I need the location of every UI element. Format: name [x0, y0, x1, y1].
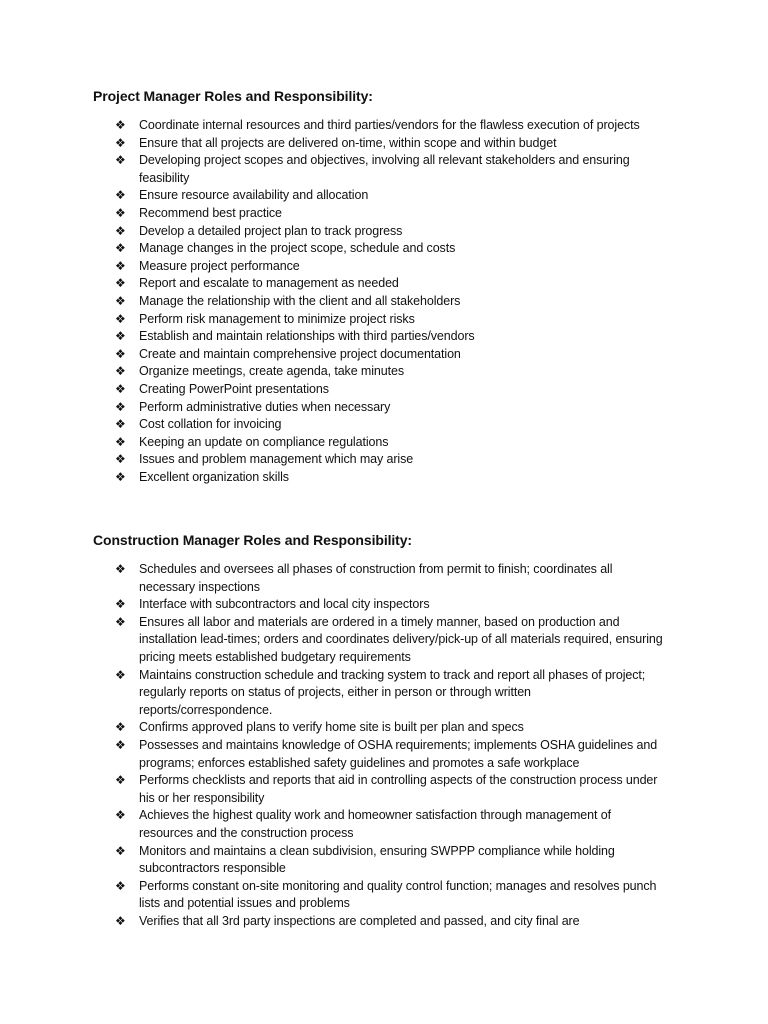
diamond-bullet-icon: ❖: [115, 258, 126, 273]
list-item: [93, 719, 663, 737]
diamond-bullet-icon: ❖: [115, 614, 126, 629]
list-item-text: Excellent organization skills: [139, 469, 289, 484]
list-item-text: Recommend best practice: [139, 205, 282, 220]
list-item: [93, 913, 663, 931]
list-item-text: Developing project scopes and objectives, involving all relevant stakeholders and ensuring feasibility: [139, 153, 630, 185]
list-item-text: Measure project performance: [139, 258, 300, 273]
list-item: [93, 772, 663, 807]
list-item-text: Performs checklists and reports that aid in controlling aspects of the construction process under his or her responsibility: [139, 773, 658, 805]
diamond-bullet-icon: ❖: [115, 399, 126, 414]
list-item-text: Maintains construction schedule and tracking system to track and report all phases of project; regularly reports on status of projects, either in person or through written reports/correspondence.: [139, 667, 646, 717]
list-item: [93, 843, 663, 878]
diamond-bullet-icon: ❖: [115, 364, 126, 379]
list-item: [93, 152, 663, 187]
diamond-bullet-icon: ❖: [115, 276, 126, 291]
list-item: [93, 561, 663, 596]
list-item-text: Develop a detailed project plan to track progress: [139, 223, 403, 238]
list-item-text: Establish and maintain relationships with third parties/vendors: [139, 329, 475, 344]
diamond-bullet-icon: ❖: [115, 153, 126, 168]
section-heading: Construction Manager Roles and Responsibility:: [93, 532, 412, 548]
section-heading: Project Manager Roles and Responsibility:: [93, 88, 373, 104]
diamond-bullet-icon: ❖: [115, 346, 126, 361]
list-item: [93, 614, 663, 667]
diamond-bullet-icon: ❖: [115, 205, 126, 220]
diamond-bullet-icon: ❖: [115, 417, 126, 432]
diamond-bullet-icon: ❖: [115, 878, 126, 893]
diamond-bullet-icon: ❖: [115, 597, 126, 612]
list-item-text: Ensure that all projects are delivered on-time, within scope and within budget: [139, 135, 557, 150]
list-item: [93, 346, 663, 364]
list-item-text: Monitors and maintains a clean subdivision, ensuring SWPPP compliance while holding subcontractors responsible: [139, 843, 615, 876]
list-item-text: Perform risk management to minimize project risks: [139, 311, 415, 326]
list-item-text: Schedules and oversees all phases of construction from permit to finish; coordinates all necessary inspections: [139, 562, 613, 594]
diamond-bullet-icon: ❖: [115, 135, 126, 150]
diamond-bullet-icon: ❖: [115, 241, 126, 256]
list-item: [93, 399, 663, 417]
list-item-text: Achieves the highest quality work and homeowner satisfaction through management of resources and the construction process: [139, 808, 611, 840]
list-item: [93, 293, 663, 311]
list-item-text: Coordinate internal resources and third parties/vendors for the flawless execution of projects: [139, 118, 640, 132]
section-construction-manager: [93, 531, 663, 930]
list-item: [93, 187, 663, 205]
diamond-bullet-icon: ❖: [115, 329, 126, 344]
list-item: [93, 451, 663, 469]
responsibility-list: [93, 117, 663, 486]
list-item: [93, 223, 663, 241]
list-item: [93, 469, 663, 487]
list-item: [93, 381, 663, 399]
list-item-text: Perform administrative duties when necessary: [139, 399, 391, 414]
list-item: [93, 807, 663, 842]
list-item: [93, 667, 663, 720]
list-item: [93, 363, 663, 381]
diamond-bullet-icon: ❖: [115, 843, 126, 858]
list-item: [93, 434, 663, 452]
list-item-text: Verifies that all 3rd party inspections are completed and passed, and city final are: [139, 913, 580, 928]
diamond-bullet-icon: ❖: [115, 737, 126, 752]
responsibility-list: [93, 561, 663, 930]
list-item: [93, 878, 663, 913]
diamond-bullet-icon: ❖: [115, 434, 126, 449]
list-item-text: Create and maintain comprehensive project documentation: [139, 346, 461, 361]
list-item: [93, 328, 663, 346]
list-item-text: Interface with subcontractors and local city inspectors: [139, 597, 430, 612]
list-item-text: Performs constant on-site monitoring and quality control function; manages and resolves punch lists and potential issues and problems: [139, 878, 657, 911]
list-item-text: Possesses and maintains knowledge of OSHA requirements; implements OSHA guidelines and programs; enforces established safety guidelines and promotes a safe workplace: [139, 737, 658, 770]
list-item-text: Creating PowerPoint presentations: [139, 381, 329, 396]
diamond-bullet-icon: ❖: [115, 773, 126, 788]
list-item: [93, 117, 663, 135]
list-item-text: Ensure resource availability and allocation: [139, 188, 369, 203]
list-item: [93, 258, 663, 276]
diamond-bullet-icon: ❖: [115, 293, 126, 308]
list-item: [93, 596, 663, 614]
list-item-text: Manage changes in the project scope, schedule and costs: [139, 241, 456, 256]
list-item-text: Manage the relationship with the client and all stakeholders: [139, 293, 461, 308]
list-item: [93, 240, 663, 258]
list-item: [93, 311, 663, 329]
list-item: [93, 416, 663, 434]
diamond-bullet-icon: ❖: [115, 381, 126, 396]
list-item: [93, 205, 663, 223]
list-item-text: Issues and problem management which may arise: [139, 452, 414, 467]
diamond-bullet-icon: ❖: [115, 808, 126, 823]
diamond-bullet-icon: ❖: [115, 562, 126, 576]
list-item-text: Cost collation for invoicing: [139, 417, 282, 432]
diamond-bullet-icon: ❖: [115, 452, 126, 467]
list-item-text: Ensures all labor and materials are ordered in a timely manner, based on production and installation lead-times; orders and coordinates delivery/pick-up of all materials required, ensuring pricing meets established budgetary requirements: [139, 614, 663, 664]
diamond-bullet-icon: ❖: [115, 720, 126, 735]
diamond-bullet-icon: ❖: [115, 469, 126, 484]
list-item-text: Confirms approved plans to verify home site is built per plan and specs: [139, 720, 524, 735]
list-item-text: Organize meetings, create agenda, take minutes: [139, 364, 404, 379]
diamond-bullet-icon: ❖: [115, 667, 126, 682]
diamond-bullet-icon: ❖: [115, 188, 126, 203]
diamond-bullet-icon: ❖: [115, 311, 126, 326]
section-project-manager: [93, 87, 663, 486]
list-item: [93, 135, 663, 153]
diamond-bullet-icon: ❖: [115, 913, 126, 928]
list-item: [93, 275, 663, 293]
diamond-bullet-icon: ❖: [115, 118, 126, 132]
list-item-text: Report and escalate to management as needed: [139, 276, 399, 291]
list-item: [93, 737, 663, 772]
list-item-text: Keeping an update on compliance regulations: [139, 434, 389, 449]
diamond-bullet-icon: ❖: [115, 223, 126, 238]
